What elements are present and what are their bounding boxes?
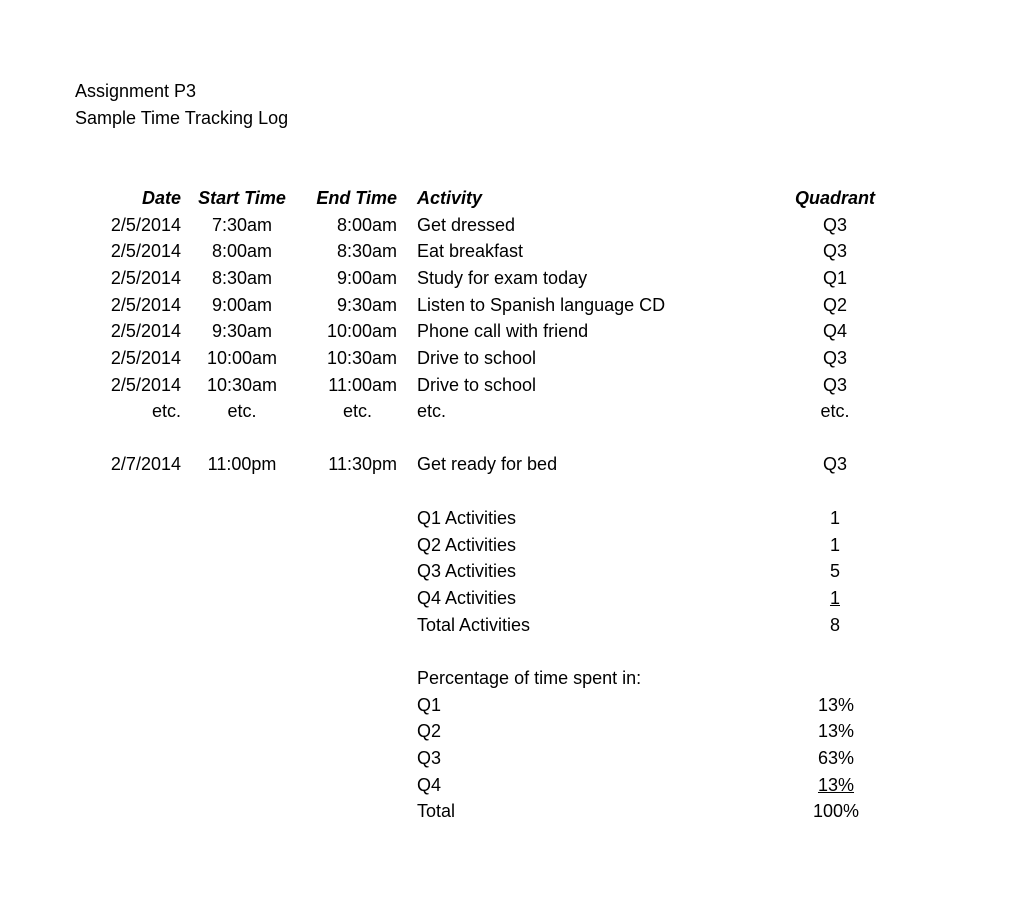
summary-value: 1 <box>829 508 840 528</box>
row-date: 2/7/2014 <box>110 454 181 474</box>
row-end-time: etc. <box>342 401 372 421</box>
column-header-activity: Activity <box>417 188 483 208</box>
percentage-label: Q4 <box>417 775 442 795</box>
percentage-heading: Percentage of time spent in: <box>417 668 642 688</box>
summary-label: Q4 Activities <box>417 588 517 608</box>
percentage-total-value: 100% <box>812 801 860 821</box>
row-end-time: 11:30pm <box>328 454 397 474</box>
row-activity: Get ready for bed <box>417 454 558 474</box>
percentage-label: Q3 <box>417 748 442 768</box>
row-date: 2/5/2014 <box>110 321 181 341</box>
summary-value: 5 <box>829 561 840 581</box>
row-end-time: 10:30am <box>326 348 397 368</box>
row-activity: Eat breakfast <box>417 241 524 261</box>
summary-value: 1 <box>829 588 840 608</box>
row-date: 2/5/2014 <box>110 268 181 288</box>
row-quadrant: Q1 <box>822 268 847 288</box>
percentage-label: Q2 <box>417 721 442 741</box>
row-end-time: 9:00am <box>336 268 397 288</box>
summary-total-value: 8 <box>829 615 840 635</box>
row-quadrant: Q3 <box>822 215 847 235</box>
row-activity: Study for exam today <box>417 268 588 288</box>
row-quadrant: Q3 <box>822 375 847 395</box>
row-date: etc. <box>151 401 181 421</box>
percentage-total-label: Total <box>417 801 456 821</box>
row-quadrant: etc. <box>820 401 850 421</box>
row-end-time: 9:30am <box>336 295 397 315</box>
row-start-time: etc. <box>227 401 257 421</box>
log-subtitle: Sample Time Tracking Log <box>75 108 289 128</box>
column-header-start-time: Start Time <box>198 188 286 208</box>
row-end-time: 8:30am <box>336 241 397 261</box>
row-start-time: 11:00pm <box>207 454 277 474</box>
row-end-time: 11:00am <box>328 375 397 395</box>
row-end-time: 8:00am <box>336 215 397 235</box>
column-header-end-time: End Time <box>316 188 397 208</box>
row-date: 2/5/2014 <box>110 215 181 235</box>
row-activity: Phone call with friend <box>417 321 589 341</box>
row-quadrant: Q2 <box>822 295 847 315</box>
summary-total-label: Total Activities <box>417 615 531 635</box>
row-quadrant: Q4 <box>822 321 847 341</box>
summary-label: Q2 Activities <box>417 535 517 555</box>
percentage-value: 13% <box>817 721 855 741</box>
percentage-label: Q1 <box>417 695 442 715</box>
row-start-time: 10:00am <box>206 348 278 368</box>
row-start-time: 9:00am <box>211 295 273 315</box>
summary-label: Q1 Activities <box>417 508 517 528</box>
percentage-value: 13% <box>817 775 855 795</box>
row-start-time: 9:30am <box>211 321 273 341</box>
row-date: 2/5/2014 <box>110 295 181 315</box>
row-start-time: 8:30am <box>211 268 273 288</box>
row-date: 2/5/2014 <box>110 348 181 368</box>
row-start-time: 8:00am <box>211 241 273 261</box>
summary-label: Q3 Activities <box>417 561 517 581</box>
row-start-time: 7:30am <box>211 215 273 235</box>
row-quadrant: Q3 <box>822 454 847 474</box>
row-quadrant: Q3 <box>822 348 847 368</box>
row-date: 2/5/2014 <box>110 375 181 395</box>
row-activity: etc. <box>417 401 447 421</box>
row-activity: Drive to school <box>417 348 537 368</box>
column-header-quadrant: Quadrant <box>794 188 875 208</box>
row-activity: Get dressed <box>417 215 516 235</box>
row-activity: Drive to school <box>417 375 537 395</box>
percentage-value: 13% <box>817 695 855 715</box>
row-activity: Listen to Spanish language CD <box>417 295 666 315</box>
row-quadrant: Q3 <box>822 241 847 261</box>
row-start-time: 10:30am <box>206 375 278 395</box>
assignment-title: Assignment P3 <box>75 81 197 101</box>
summary-value: 1 <box>829 535 840 555</box>
row-end-time: 10:00am <box>326 321 397 341</box>
row-date: 2/5/2014 <box>110 241 181 261</box>
percentage-value: 63% <box>817 748 855 768</box>
column-header-date: Date <box>141 188 181 208</box>
